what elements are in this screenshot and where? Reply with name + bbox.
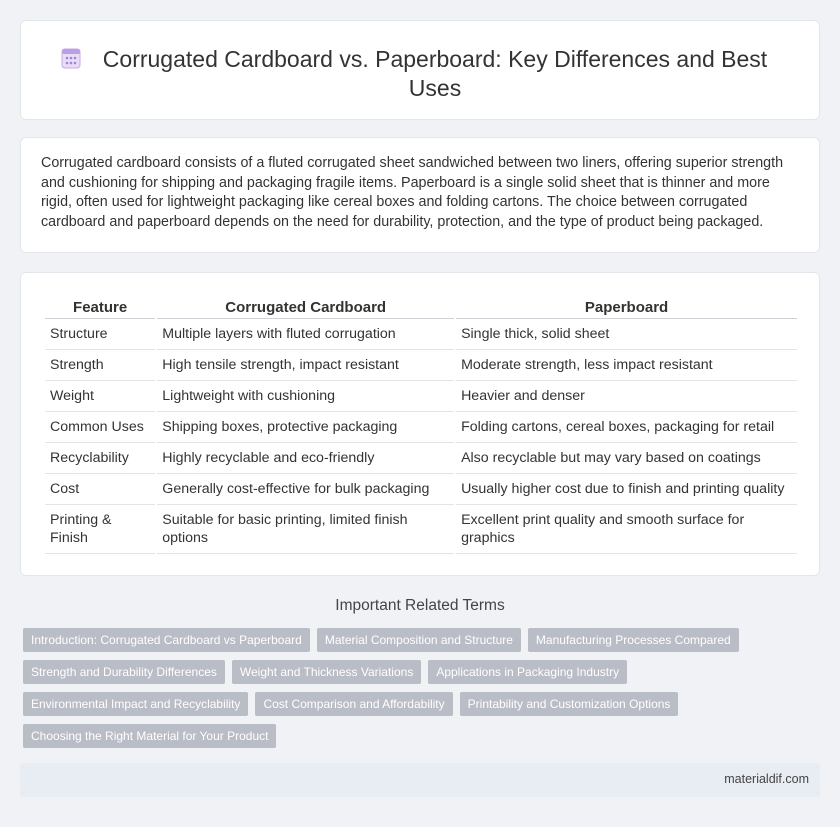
related-terms-list xyxy=(23,628,813,756)
related-term-tag[interactable]: Printability and Customization Options xyxy=(460,692,679,716)
table-cell: Printing & Finish xyxy=(45,505,155,554)
related-term-tag[interactable]: Strength and Durability Differences xyxy=(23,660,225,684)
table-row xyxy=(45,319,797,350)
page-title: Corrugated Cardboard vs. Paperboard: Key Differences and Best Uses xyxy=(102,46,768,101)
table-row xyxy=(45,350,797,381)
related-term-tag[interactable]: Manufacturing Processes Compared xyxy=(528,628,739,652)
table-header-row xyxy=(45,297,797,319)
table-row xyxy=(45,505,797,554)
table-cell: Suitable for basic printing, limited finish options xyxy=(157,505,454,554)
table-cell: Structure xyxy=(45,319,155,350)
table-cell: Folding cartons, cereal boxes, packaging for retail xyxy=(456,412,797,443)
table-cell: Single thick, solid sheet xyxy=(456,319,797,350)
table-cell: Strength xyxy=(45,350,155,381)
header-corrugated: Corrugated Cardboard xyxy=(157,297,454,319)
table-cell: Cost xyxy=(45,474,155,505)
table-cell: Multiple layers with fluted corrugation xyxy=(157,319,454,350)
header-feature: Feature xyxy=(45,297,155,319)
table-cell: Moderate strength, less impact resistant xyxy=(456,350,797,381)
table-cell: Shipping boxes, protective packaging xyxy=(157,412,454,443)
table-cell: Also recyclable but may vary based on coatings xyxy=(456,443,797,474)
table-cell: Recyclability xyxy=(45,443,155,474)
table-cell: Lightweight with cushioning xyxy=(157,381,454,412)
table-row xyxy=(45,474,797,505)
related-term-tag[interactable]: Weight and Thickness Variations xyxy=(232,660,421,684)
related-term-tag[interactable]: Choosing the Right Material for Your Product xyxy=(23,724,276,748)
table-row xyxy=(45,381,797,412)
table-cell: High tensile strength, impact resistant xyxy=(157,350,454,381)
related-term-tag[interactable]: Environmental Impact and Recyclability xyxy=(23,692,248,716)
related-term-tag[interactable]: Material Composition and Structure xyxy=(317,628,521,652)
table-row xyxy=(45,443,797,474)
related-term-tag[interactable]: Cost Comparison and Affordability xyxy=(255,692,452,716)
comparison-table xyxy=(43,297,799,554)
table-cell: Common Uses xyxy=(45,412,155,443)
table-row xyxy=(45,412,797,443)
comparison-card xyxy=(20,272,820,576)
footer xyxy=(20,763,820,797)
related-term-tag[interactable]: Introduction: Corrugated Cardboard vs Paperboard xyxy=(23,628,310,652)
header-card xyxy=(20,20,820,120)
related-term-tag[interactable]: Applications in Packaging Industry xyxy=(428,660,627,684)
table-cell: Usually higher cost due to finish and printing quality xyxy=(456,474,797,505)
table-cell: Excellent print quality and smooth surface for graphics xyxy=(456,505,797,554)
table-cell: Weight xyxy=(45,381,155,412)
site-link[interactable]: materialdif.com xyxy=(724,772,809,786)
table-cell: Highly recyclable and eco-friendly xyxy=(157,443,454,474)
table-cell: Heavier and denser xyxy=(456,381,797,412)
intro-card xyxy=(20,137,820,253)
related-terms-heading: Important Related Terms xyxy=(335,597,505,614)
table-cell: Generally cost-effective for bulk packaging xyxy=(157,474,454,505)
header-paperboard: Paperboard xyxy=(456,297,797,319)
intro-paragraph: Corrugated cardboard consists of a fluted corrugated sheet sandwiched between two liners, offering superior strength and cushioning for shipping and packaging fragile items. Paperboard is a single solid sheet that is thinner and more rigid, often used for lightweight packaging like cereal boxes and folding cartons. The choice between corrugated cardboard and paperboard depends on the need for durability, protection, and the type of product being packaged. xyxy=(41,155,784,230)
